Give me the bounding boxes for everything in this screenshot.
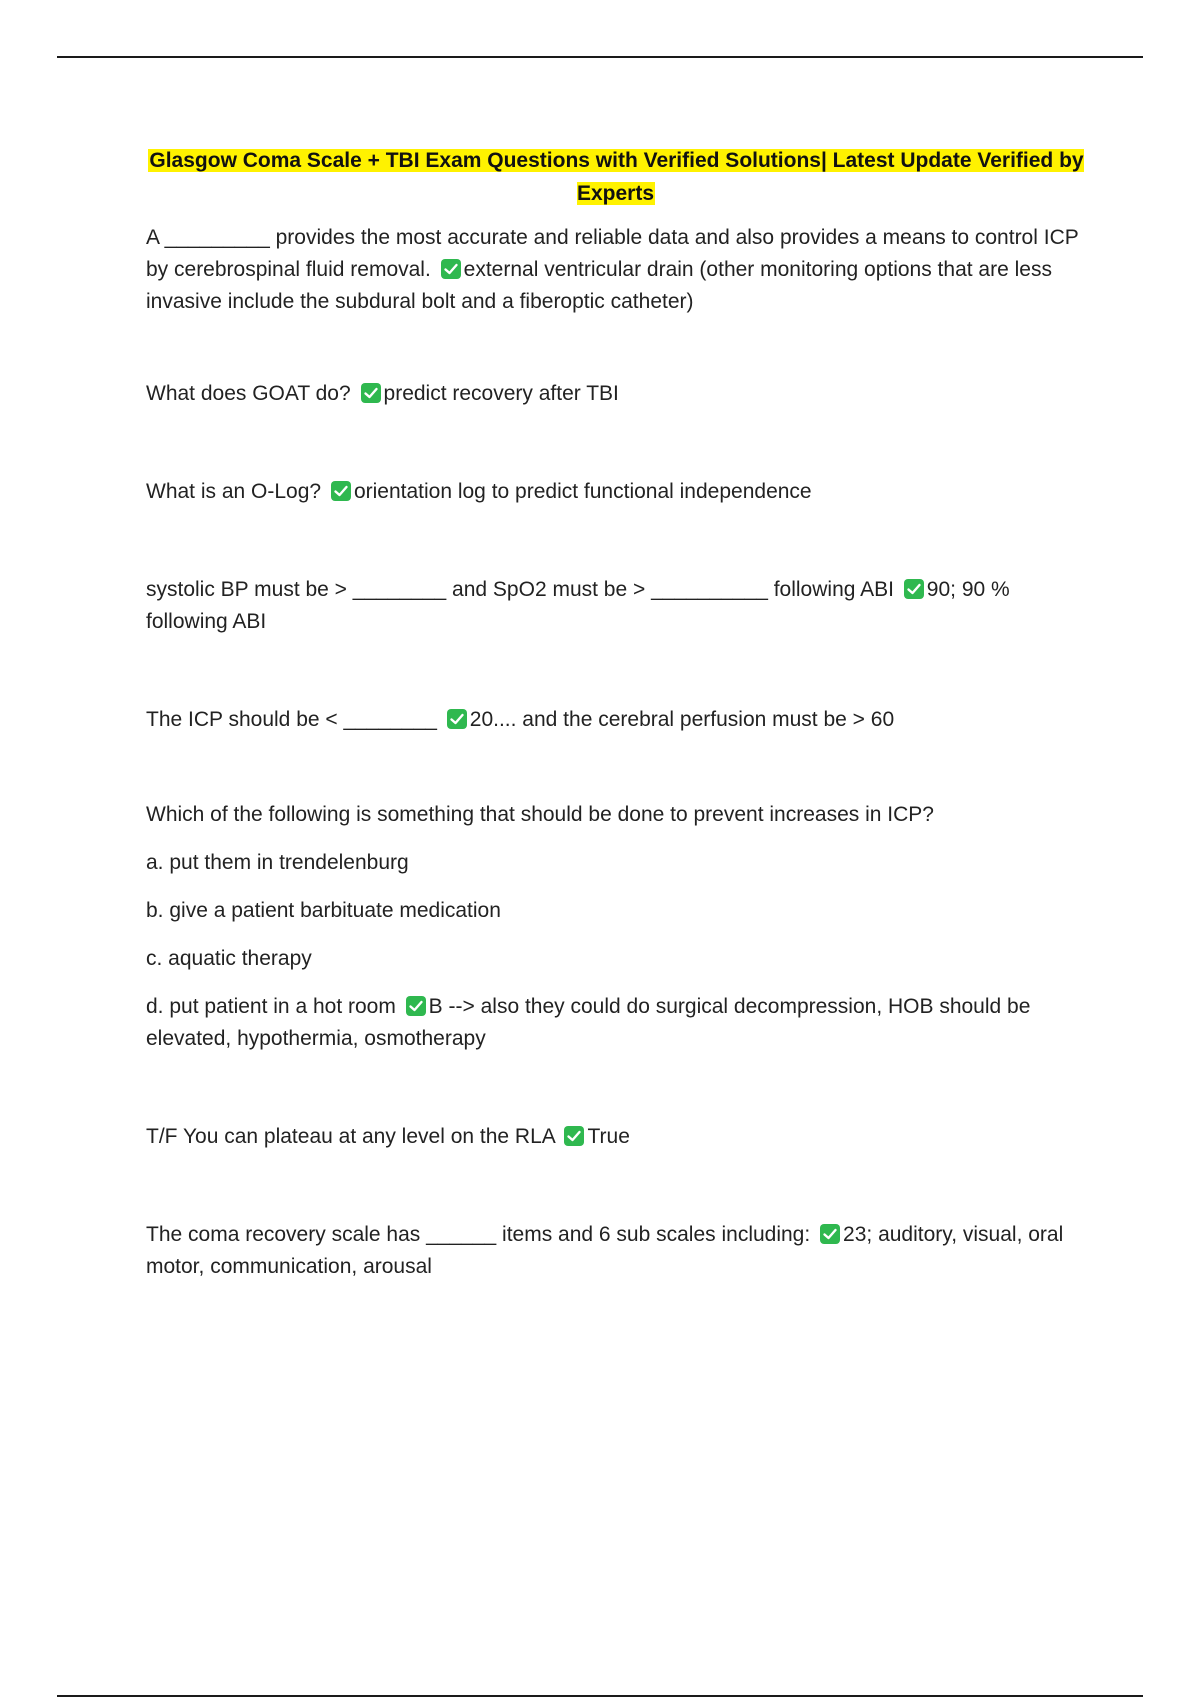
check-icon (406, 996, 426, 1016)
answer-text: B --> also they could do surgical decompression, HOB should be elevated, hypothermia, osmotherapy (146, 995, 1031, 1050)
option-c: c. aquatic therapy (146, 947, 312, 970)
question-text: The ICP should be < ________ (146, 708, 437, 731)
check-icon (447, 709, 467, 729)
check-icon (820, 1224, 840, 1244)
qa-item-6 (146, 799, 1086, 831)
question-text: T/F You can plateau at any level on the RLA (146, 1125, 555, 1148)
qa-item-2 (146, 378, 1086, 410)
qa-item-5 (146, 704, 1086, 736)
check-icon (564, 1126, 584, 1146)
bottom-rule (57, 1695, 1143, 1697)
option-d: d. put patient in a hot room (146, 995, 396, 1018)
check-icon (361, 383, 381, 403)
document-title: Glasgow Coma Scale + TBI Exam Questions with Verified Solutions| Latest Update Verified by Experts (149, 149, 1084, 205)
question-text: What is an O-Log? (146, 480, 322, 503)
qa-item-3 (146, 476, 1086, 508)
question-text: The coma recovery scale has ______ items and 6 sub scales including: (146, 1223, 811, 1246)
answer-text: external ventricular drain (other monitoring options that are less invasive include the subdural bolt and a fiberoptic catheter) (146, 258, 1052, 313)
question-text: systolic BP must be > ________ and SpO2 must be > __________ following ABI (146, 578, 894, 601)
answer-text: 23; auditory, visual, oral motor, communication, arousal (146, 1223, 1064, 1278)
option-b: b. give a patient barbituate medication (146, 899, 501, 922)
qa-item-8 (146, 1219, 1086, 1283)
question-text: A _________ provides the most accurate and reliable data and also provides a means to control ICP by cerebrospinal fluid removal. (146, 226, 1079, 281)
option-d-with-answer (146, 991, 1086, 1055)
qa-item-7 (146, 1121, 1086, 1153)
question-text: Which of the following is something that should be done to prevent increases in ICP? (146, 803, 934, 826)
answer-text: True (587, 1125, 630, 1148)
check-icon (441, 259, 461, 279)
top-rule (57, 56, 1143, 58)
qa-item-4 (146, 574, 1086, 638)
option-a: a. put them in trendelenburg (146, 851, 409, 874)
document-body (146, 144, 1086, 1283)
answer-text: predict recovery after TBI (383, 382, 619, 405)
check-icon (331, 481, 351, 501)
check-icon (904, 579, 924, 599)
answer-text: 20.... and the cerebral perfusion must be > 60 (469, 708, 895, 731)
answer-text: orientation log to predict functional independence (353, 480, 812, 503)
answer-text: 90; 90 % following ABI (146, 578, 1010, 633)
qa-item-1 (146, 222, 1086, 318)
question-text: What does GOAT do? (146, 382, 351, 405)
